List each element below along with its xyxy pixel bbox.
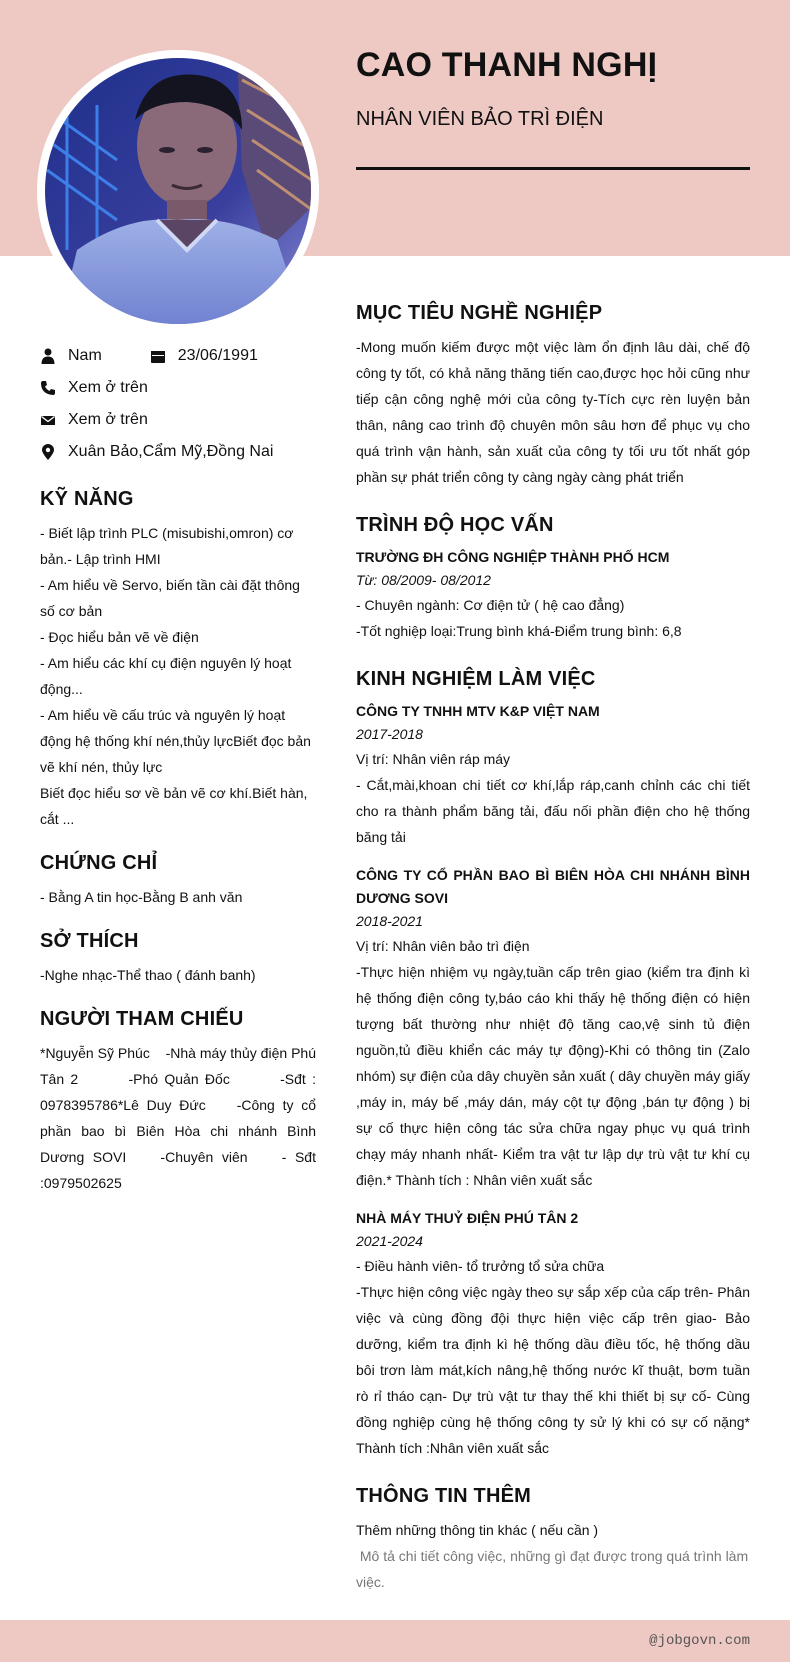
contact-row-email — [40, 404, 316, 436]
job-description: -Thực hiện nhiệm vụ ngày,tuần cấp trên giao (kiểm tra định kì hệ thống điện công ty,báo cáo khi thấy hệ thống điện có hiện tượng bất thường như nhiệt độ tăng cao,vệ sinh tủ điện nguồn,tủ điều khiển các máy tự động)-Khi có thông tin (Zalo nhóm) sự điện của dây chuyền sản xuất ( dây chuyền máy giấy ,máy in, máy bế ,máy dán, máy cột tự động ,bán tự động ) bị sự cố thực hiện công tác sửa chữa ngay phục vụ quá trình chạy máy nhanh nhất- Kiểm tra vật tư lập dự trù vật tư khí cụ điện.* Thành tích : Nhân viên xuất sắc — [356, 964, 750, 1188]
skill-item: Biết đọc hiểu sơ về bản vẽ cơ khí.Biết hàn, cắt ... — [40, 785, 308, 827]
education-grade: -Tốt nghiệp loại:Trung bình khá-Điểm trung bình: 6,8 — [356, 623, 682, 639]
left-column — [40, 340, 320, 1196]
experience-title: KINH NGHIỆM LÀM VIỆC — [356, 668, 596, 690]
experience-section — [356, 666, 750, 1461]
education-section — [356, 512, 750, 644]
candidate-job-title: NHÂN VIÊN BẢO TRÌ ĐIỆN — [356, 108, 604, 130]
job-company: NHÀ MÁY THUỶ ĐIỆN PHÚ TÂN 2 — [356, 1210, 579, 1226]
contact-row-phone — [40, 372, 316, 404]
education-major: - Chuyên ngành: Cơ điện tử ( hệ cao đẳng) — [356, 597, 625, 613]
birthdate-value: 23/06/1991 — [177, 347, 258, 364]
certificates-text: - Bằng A tin học-Bằng B anh văn — [40, 889, 243, 905]
additional-line: Thêm những thông tin khác ( nếu cần ) — [356, 1522, 599, 1538]
hobbies-title: SỞ THÍCH — [40, 930, 139, 952]
candidate-name: CAO THANH NGHỊ — [356, 46, 658, 84]
references-title: NGƯỜI THAM CHIẾU — [40, 1008, 244, 1030]
skill-item: - Am hiểu các khí cụ điện nguyên lý hoạt động... — [40, 655, 292, 697]
address-value: Xuân Bảo,Cẩm Mỹ,Đồng Nai — [68, 443, 274, 460]
job-position: Vị trí: Nhân viên ráp máy — [356, 751, 511, 767]
job-period: 2021-2024 — [356, 1233, 423, 1249]
gender-value: Nam — [68, 347, 102, 364]
email-icon — [40, 412, 56, 428]
job-position: - Điều hành viên- tổ trưởng tổ sửa chữa — [356, 1258, 605, 1274]
certificates-section — [40, 850, 316, 910]
objective-section — [356, 300, 750, 490]
objective-text: -Mong muốn kiếm được một việc làm ổn định lâu dài, chế độ công ty tốt, có khả năng thăng tiến cao,được học hỏi cũng như tiếp cận công nghệ mới của công ty-Tích cực rèn luyện bản thân, nâng cao trình độ chuyên môn sâu hơn để phục vụ cho quá trình vận hành, sản xuất của công ty tối ưu tốt nhất góp phần sự phát triển công ty càng ngày càng phát triển — [356, 339, 750, 485]
school-name: TRƯỜNG ĐH CÔNG NGHIỆP THÀNH PHỐ HCM — [356, 549, 670, 565]
job-entry — [356, 700, 750, 850]
job-entry — [356, 1207, 750, 1461]
job-period: 2018-2021 — [356, 913, 423, 929]
job-description: - Cắt,mài,khoan chi tiết cơ khí,lắp ráp,canh chỉnh các chi tiết cho ra thành phẩm băng tải, đấu nối phần điện cho hệ thống băng tải — [356, 777, 750, 845]
job-period: 2017-2018 — [356, 726, 423, 742]
contact-info — [40, 340, 316, 468]
education-title: TRÌNH ĐỘ HỌC VẤN — [356, 514, 554, 536]
job-entry — [356, 864, 750, 1193]
references-section — [40, 1006, 320, 1196]
certificates-title: CHỨNG CHỈ — [40, 852, 158, 874]
hobbies-section — [40, 928, 316, 988]
references-text: *Nguyễn Sỹ Phúc -Nhà máy thủy điện Phú Tân 2 -Phó Quản Đốc -Sđt : 0978395786*Lê Duy Đức -Công ty cổ phần bao bì Biên Hòa chi nhánh Bình Dương SOVI -Chuyên viên - Sđt :0979502625 — [40, 1045, 320, 1191]
additional-section — [356, 1483, 753, 1595]
skill-item: - Đọc hiểu bản vẽ về điện — [40, 629, 199, 645]
avatar — [37, 50, 319, 332]
skill-item: - Am hiểu về Servo, biến tần cài đặt thông số cơ bản — [40, 577, 300, 619]
skills-section — [40, 486, 316, 832]
calendar-icon — [150, 348, 166, 364]
phone-icon — [40, 380, 56, 396]
phone-value: Xem ở trên — [68, 379, 148, 396]
avatar-photo — [37, 50, 319, 332]
location-pin-icon — [40, 444, 56, 460]
title-divider — [356, 167, 750, 170]
job-description: -Thực hiện công việc ngày theo sự sắp xếp của cấp trên- Phân việc và cùng đồng đội thực hiện việc cấp trên giao- Bảo dưỡng, kiểm tra định kì hệ thống dầu điều tốc, hệ thống dầu bôi trơn làm mát,kích nâng,hệ thống nước kĩ thuật, bơm tuần rò rỉ tháo cạn- Dự trù vật tư thay thế khi thiết bị sự cố- Cùng đồng nghiệp cùng hệ thống công ty sử lý khi có sự cố nặng* Thành tích :Nhân viên xuất sắc — [356, 1284, 750, 1456]
skill-item: - Am hiểu về cấu trúc và nguyên lý hoạt động hệ thống khí nén,thủy lựcBiết đọc bản vẽ khí nén, thủy lực — [40, 707, 311, 775]
additional-hint: Mô tả chi tiết công việc, những gì đạt được trong quá trình làm việc. — [356, 1548, 753, 1590]
skills-title: KỸ NĂNG — [40, 488, 134, 510]
education-period: Từ: 08/2009- 08/2012 — [356, 572, 491, 588]
job-company: CÔNG TY TNHH MTV K&P VIỆT NAM — [356, 703, 600, 719]
skill-item: - Biết lập trình PLC (misubishi,omron) cơ bản.- Lập trình HMI — [40, 525, 294, 567]
contact-row-gender-birthdate — [40, 340, 316, 372]
person-icon — [40, 348, 56, 364]
email-value: Xem ở trên — [68, 411, 148, 428]
contact-row-address — [40, 436, 316, 468]
job-company: CÔNG TY CỔ PHẦN BAO BÌ BIÊN HÒA CHI NHÁNH BÌNH DƯƠNG SOVI — [356, 867, 750, 906]
hobbies-text: -Nghe nhạc-Thể thao ( đánh banh) — [40, 967, 256, 983]
objective-title: MỤC TIÊU NGHỀ NGHIỆP — [356, 302, 603, 324]
job-position: Vị trí: Nhân viên bảo trì điện — [356, 938, 530, 954]
additional-title: THÔNG TIN THÊM — [356, 1485, 532, 1507]
footer-brand[interactable]: @jobgovn.com — [649, 1633, 750, 1649]
right-column — [356, 300, 753, 1617]
